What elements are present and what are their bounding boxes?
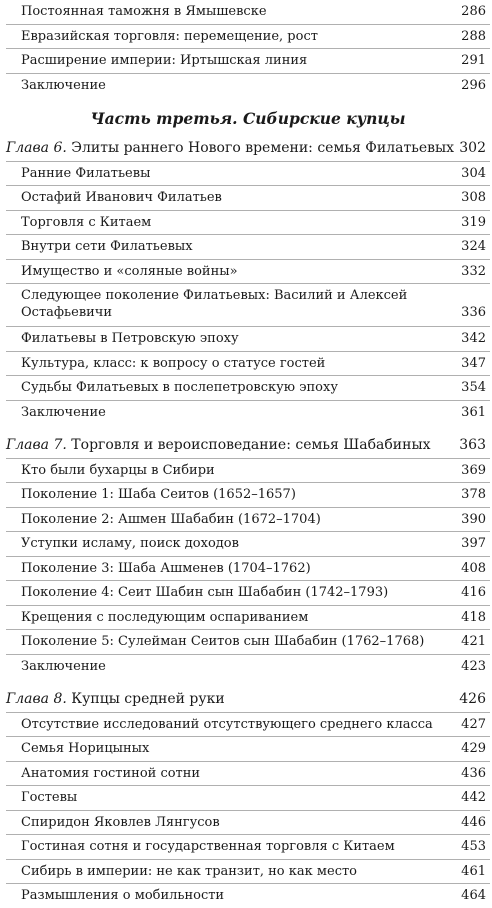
entry-page: 319 [461,214,486,230]
entry-page: 418 [461,609,486,625]
entry-page: 429 [461,741,486,756]
toc-entry [6,786,490,811]
chapter-title-wrap [6,137,454,161]
entry-title: Судьбы Филатьевых в послепетровскую эпоху [21,380,338,395]
entry-title: Сибирь в империи: не как транзит, но как место [21,863,358,879]
entry-title: Поколение 1: Шаба Сеитов (1652–1657) [21,487,296,502]
entry-title: Имущество и «соляные войны» [21,263,238,279]
toc-entry [6,162,490,187]
entry-page: 378 [461,487,486,502]
entry-page: 464 [461,888,486,903]
entry-title: Филатьевы в Петровскую эпоху [21,331,239,346]
toc-entry [6,606,490,631]
toc-entry [6,762,490,787]
toc-entry [6,557,490,582]
entry-page: 332 [461,263,486,279]
entry-title: Размышления о мобильности [21,888,225,903]
entry-page: 408 [461,560,486,576]
entry-title: Поколение 4: Сеит Шабин сын Шабабин (1742–1793) [21,585,389,600]
chapter-8 [6,688,490,908]
chapter-heading [6,688,490,713]
chapter-label: Глава 7. [6,437,67,453]
entry-page: 354 [461,380,486,395]
toc-entry [6,835,490,860]
entry-title: Заключение [21,404,106,420]
chapter-title-wrap [6,688,225,712]
entry-page: 288 [461,28,486,44]
toc-entry [6,532,490,557]
entry-page: 324 [461,239,486,254]
toc-entry [6,327,490,352]
toc-entry [6,25,490,50]
entry-page: 286 [461,4,486,19]
table-of-contents [6,0,490,908]
toc-entry [6,186,490,211]
entry-page: 436 [461,765,486,781]
chapter-title: Купцы средней руки [71,691,225,707]
chapter-6 [6,137,490,424]
entry-page: 347 [461,355,486,371]
entry-title: Поколение 2: Ашмен Шабабин (1672–1704) [21,511,321,527]
top-entries [6,0,490,97]
entry-page: 296 [461,77,486,93]
entry-title: Гостиная сотня и государственная торговля с Китаем [21,839,395,854]
chapter-page: 426 [459,691,486,707]
toc-entry [6,630,490,655]
entry-title: Следующее поколение Филатьевых: Василий и Алексей Остафьевичи [21,288,408,320]
toc-entry [6,260,490,285]
entry-title: Спиридон Яковлев Лянгусов [21,814,220,830]
entry-page: 453 [461,839,486,854]
toc-entry [6,737,490,762]
entry-title: Поколение 5: Сулейман Сеитов сын Шабабин (1762–1768) [21,634,425,649]
entry-page: 442 [461,790,486,805]
entry-title: Расширение империи: Иртышская линия [21,53,308,68]
chapter-7 [6,434,490,678]
toc-entry [6,211,490,236]
entry-title: Поколение 3: Шаба Ашменев (1704–1762) [21,560,311,576]
entry-page: 423 [461,658,486,674]
toc-entry [6,401,490,425]
entry-page: 421 [461,634,486,649]
chapter-heading [6,434,490,459]
entry-title: Торговля с Китаем [21,214,152,230]
chapter-page: 363 [459,437,486,453]
entry-page: 446 [461,814,486,830]
chapter-label: Глава 8. [6,691,67,707]
section-gap [6,424,490,434]
toc-entry [6,235,490,260]
entry-title: Внутри сети Филатьевых [21,239,193,254]
part-heading: Часть третья. Сибирские купцы [90,109,406,128]
toc-entry [6,74,490,98]
entry-title: Евразийская торговля: перемещение, рост [21,28,318,44]
toc-entry [6,581,490,606]
chapter-page: 302 [459,140,486,156]
toc-entry [6,713,490,738]
toc-entry [6,352,490,377]
entry-title: Кто были бухарцы в Сибири [21,462,215,478]
entry-page: 308 [461,190,486,205]
entry-title: Ранние Филатьевы [21,165,151,181]
entry-title: Отсутствие исследований отсутствующего среднего класса [21,716,433,732]
toc-entry [6,459,490,484]
entry-page: 390 [461,511,486,527]
entry-page: 342 [461,331,486,346]
toc-entry [6,655,490,679]
entry-page: 336 [461,305,486,320]
toc-entry [6,376,490,401]
toc-entry [6,0,490,25]
toc-entry [6,49,490,74]
entry-title: Уступки исламу, поиск доходов [21,536,239,551]
toc-entry [6,508,490,533]
toc-entry [6,860,490,885]
toc-entry [6,811,490,836]
entry-title: Гостевы [21,790,78,805]
toc-entry [6,284,490,327]
entry-page: 369 [461,462,486,478]
entry-page: 304 [461,165,486,181]
entry-title: Культура, класс: к вопросу о статусе гостей [21,355,326,371]
entry-title: Семья Норицыных [21,741,150,756]
section-gap [6,678,490,688]
entry-title: Крещения с последующим оспариванием [21,609,309,625]
chapter-heading [6,137,490,162]
entry-page: 416 [461,585,486,600]
chapter-title-wrap [6,434,431,458]
entry-page: 427 [461,716,486,732]
chapter-title: Элиты раннего Нового времени: семья Филатьевых [71,140,455,156]
chapter-label: Глава 6. [6,140,67,156]
toc-entry [6,483,490,508]
entry-title: Заключение [21,77,106,93]
chapter-title: Торговля и вероисповедание: семья Шабабиных [71,437,431,453]
entry-title: Анатомия гостиной сотни [21,765,201,781]
toc-entry [6,884,490,908]
entry-page: 291 [461,53,486,68]
entry-page: 461 [461,863,486,879]
entry-title: Заключение [21,658,106,674]
entry-page: 397 [461,536,486,551]
entry-title: Постоянная таможня в Ямышевске [21,4,267,19]
entry-title: Остафий Иванович Филатьев [21,190,222,205]
entry-page: 361 [461,404,486,420]
